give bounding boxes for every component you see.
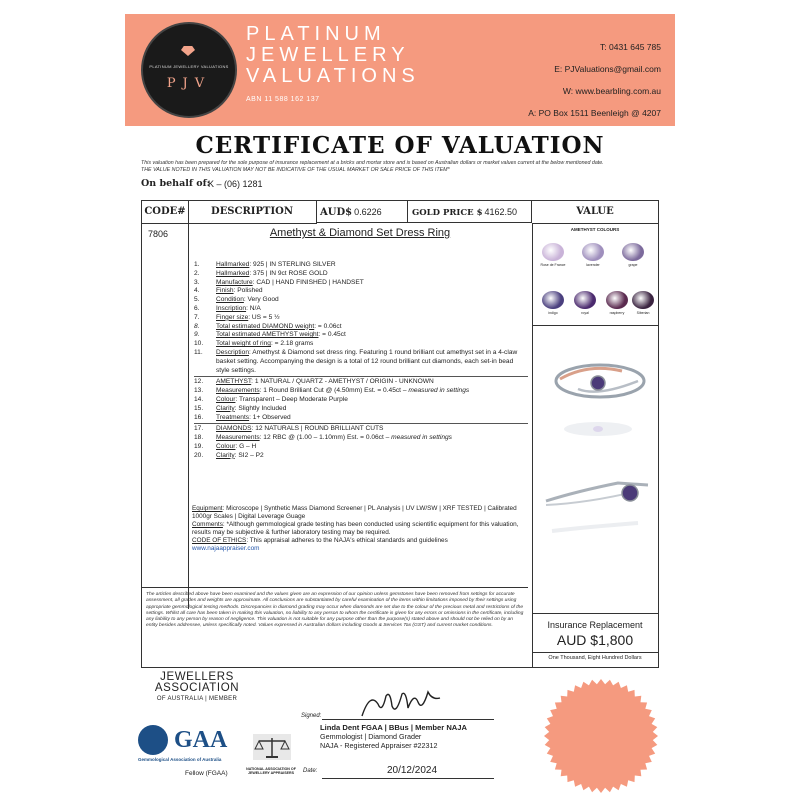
gem-label: lavender <box>586 263 600 267</box>
signer-registration: NAJA - Registered Appraiser #22312 <box>320 740 438 750</box>
item-number: 14. <box>194 395 204 403</box>
gaa-logo <box>138 725 238 765</box>
item-text: : = 0.06ct <box>314 322 342 330</box>
gem-swatch <box>606 291 628 309</box>
signer-name-text: Linda Dent FGAA | BBus | Member NAJA <box>320 723 467 732</box>
description-header: DESCRIPTION <box>188 201 317 224</box>
list-item <box>194 387 528 396</box>
gem-label: royal <box>581 311 589 315</box>
item-code: 7806 <box>148 229 169 239</box>
signer-block <box>320 724 467 750</box>
ring-photo-front <box>538 341 654 451</box>
item-label: DIAMONDS <box>216 425 252 433</box>
preface <box>141 160 661 174</box>
behalf-label: On behalf of: <box>141 178 211 189</box>
list-item <box>194 305 528 314</box>
item-text: : Very Good <box>243 296 279 304</box>
brand-line: JEWELLERY <box>246 44 410 66</box>
list-item <box>194 396 528 405</box>
brand-line: PLATINUM <box>246 23 386 45</box>
header-banner <box>125 14 675 126</box>
list-item <box>194 296 528 305</box>
item-text: : 1+ Observed <box>249 413 291 421</box>
signed-label: Signed: <box>301 713 322 719</box>
list-item <box>194 261 528 270</box>
item-label: Total weight of ring <box>216 340 271 348</box>
item-number: 2. <box>194 269 200 277</box>
ja-line3: OF AUSTRALIA | MEMBER <box>156 696 238 702</box>
certificate-title: CERTIFICATE OF VALUATION <box>195 132 605 159</box>
item-text: : Polished <box>233 287 263 295</box>
item-label: Hallmarked <box>216 261 250 268</box>
item-label: Condition <box>216 296 244 304</box>
list-item <box>194 270 528 279</box>
item-list <box>194 261 528 461</box>
item-label: Colour <box>216 395 236 403</box>
item-text: : Slightly Included <box>234 404 287 412</box>
jewellers-association-logo <box>142 672 252 705</box>
gold-value: 4162.50 <box>484 207 518 217</box>
item-text: : = 0.45ct <box>318 331 346 339</box>
item-label: Finish <box>216 287 234 295</box>
gaa-emblem-icon <box>138 725 168 755</box>
naja-text: NATIONAL ASSOCIATION OF JEWELLERY APPRAISERS <box>246 767 296 775</box>
list-item <box>194 378 528 387</box>
item-number: 6. <box>194 304 200 312</box>
ethics-line <box>192 537 530 545</box>
item-separator <box>194 376 528 377</box>
item-label: Measurements <box>216 387 260 395</box>
item-label: Inscription <box>216 304 247 312</box>
gem-label: Siberian <box>636 311 650 315</box>
list-item <box>194 425 528 434</box>
gold-header <box>408 201 532 223</box>
item-number: 17. <box>194 425 204 433</box>
item-number: 9. <box>194 331 200 339</box>
item-text: : N/A <box>246 304 261 312</box>
address: A: PO Box 1511 Beenleigh @ 4207 <box>528 108 661 118</box>
item-text: : 1 NATURAL / QUARTZ - AMETHYST / ORIGIN - UNKNOWN <box>251 378 434 386</box>
date-line <box>322 778 494 779</box>
list-item <box>194 279 528 288</box>
item-text: : = 2.18 grams <box>270 340 314 348</box>
ethics-label: CODE OF ETHICS <box>192 537 247 544</box>
amethyst-colours-chart <box>532 223 658 326</box>
item-note: measured in settings <box>391 434 452 442</box>
item-number: 20. <box>194 451 204 459</box>
date-label: Date: <box>303 768 318 774</box>
item-text: : Transparent – Deep Moderate Purple <box>235 395 348 403</box>
item-number: 16. <box>194 413 204 421</box>
aud-header <box>316 201 408 223</box>
item-text: : CAD | HAND FINISHED | HANDSET <box>252 278 364 286</box>
item-number: 11. <box>194 348 203 356</box>
seal-shape <box>544 679 658 793</box>
item-text: : G – H <box>235 442 257 450</box>
item-label: Manufacture <box>216 278 253 286</box>
insurance-value: AUD $1,800 <box>556 632 634 648</box>
pjv-logo <box>141 22 237 118</box>
item-number: 18. <box>194 434 204 442</box>
ring-photo-side <box>538 461 654 581</box>
seal-stamp <box>543 678 659 794</box>
phone: T: 0431 645 785 <box>600 42 661 52</box>
disclaimer: The articles described above have been examined and the values given are an expression of our opinion unless gemstones have been removed from settings for accurate assessment, all grades and weights are approximate. All conclusions are substantiated by careful examination of the items within limitations imposed by their settings using appropriate gemmological testing methods. Discrepancies in diamond grading may occur when diamonds are set due to the colour of the precious metal and restrictions of the settings. Whilst all care has been taken in making this valuation, no liability to any person to whom the certificate is given for any errors or omissions in the certificate, including any liability to any person by reason of negligence. This valuation is not suitable for any purpose other than the purpose(s) stated above and should not be relied on by an entity besides addressee, unless specifically noted. Values expressed in Australian dollars including Goods & Services Tax (GST) and current market conditions. <box>142 587 528 665</box>
item-number: 4. <box>194 287 200 295</box>
comments-label: Comments <box>192 521 223 528</box>
aud-label: AUD$ <box>320 207 353 218</box>
list-item <box>194 331 528 340</box>
item-text: : Amethyst & Diamond set dress ring. Featuring 1 round brilliant cut amethyst set in a 4-claw basket setting. Accompanying the design is a total of 12 round brilliant cut diamonds, each set-in bead style settings. <box>216 348 518 374</box>
comments-text: : *Although gemmological grade testing has been conducted using scientific equipment for this valuation, results may be subjective & further laboratory testing may be required. <box>192 521 519 536</box>
code-header: CODE# <box>142 201 189 224</box>
item-number: 5. <box>194 296 200 304</box>
date-value: 20/12/2024 <box>386 765 438 776</box>
list-item <box>194 414 528 423</box>
item-separator <box>194 423 528 424</box>
list-item <box>194 452 528 461</box>
item-label: Finger size <box>216 313 249 321</box>
item-text: : 1 Round Brilliant Cut @ (4.50mm) Est. = 0.45ct – <box>259 387 407 395</box>
gem-label: Rose de France <box>540 263 566 267</box>
list-item <box>194 314 528 323</box>
item-number: 13. <box>194 387 204 395</box>
item-text: : SI2 – P2 <box>234 451 264 459</box>
scales-icon <box>249 732 295 762</box>
ethics-text: : This appraisal adheres to the NAJA's ethical standards and guidelines <box>246 537 448 544</box>
gem-swatch <box>574 291 596 309</box>
logo-mark: PJV <box>166 76 212 91</box>
value-header: VALUE <box>532 201 658 224</box>
gem-label: grape <box>628 263 638 267</box>
valuation-table <box>141 200 659 668</box>
abn-number: ABN 11 588 162 137 <box>246 96 320 103</box>
equipment-text: : Microscope | Synthetic Mass Diamond Screener | PL Analysis | UV LW/SW | XRF TESTED | Calibrated 1000gr Scales | Digital Leverage Guage <box>192 505 517 520</box>
website[interactable]: W: www.bearbling.com.au <box>562 86 661 96</box>
amethyst-colours-title: AMETHYST COLOURS <box>570 227 620 232</box>
item-label: Clarity <box>216 451 235 459</box>
gaa-subtitle: Gemmological Association of Australia <box>138 757 222 762</box>
item-number: 19. <box>194 442 204 450</box>
gem-swatch <box>622 243 644 261</box>
item-text: : 925 | IN STERLING SILVER <box>249 261 336 268</box>
item-label: Description <box>216 348 249 356</box>
gem-swatch <box>632 291 654 309</box>
item-label: Total estimated DIAMOND weight <box>216 322 315 330</box>
email[interactable]: E: PJValuations@gmail.com <box>554 64 661 74</box>
item-label: Colour <box>216 442 236 450</box>
equipment-line <box>192 505 530 521</box>
item-title: Amethyst & Diamond Set Dress Ring <box>269 227 451 239</box>
list-item <box>194 434 528 443</box>
fellow-label: Fellow (FGAA) <box>185 770 228 777</box>
gem-swatch <box>542 243 564 261</box>
item-label: Treatments <box>216 413 250 421</box>
contact-block <box>528 36 661 124</box>
item-number: 1. <box>194 261 200 268</box>
item-text: : 375 | IN 9ct ROSE GOLD <box>249 269 328 277</box>
item-number: 10. <box>194 340 204 348</box>
aud-value: 0.6226 <box>354 207 382 217</box>
item-note: measured in settings <box>408 387 470 395</box>
list-item <box>194 323 528 332</box>
insurance-label: Insurance Replacement <box>547 620 643 630</box>
preface-note: THE VALUE NOTED IN THIS VALUATION MAY NOT BE INDICATIVE OF THE USUAL MARKET OR SALE PRICE OF THIS ITEM* <box>141 167 450 173</box>
brand-line: VALUATIONS <box>246 65 420 87</box>
gem-label: indigo <box>548 311 558 315</box>
gaa-text: GAA <box>174 727 228 753</box>
comments-line <box>192 521 530 537</box>
diamond-icon <box>181 46 195 56</box>
item-label: Clarity <box>216 404 235 412</box>
gem-swatch <box>582 243 604 261</box>
logo-small-text: PLATINUM JEWELLERY VALUATIONS <box>149 64 229 69</box>
item-number: 8. <box>194 322 200 330</box>
insurance-words: One Thousand, Eight Hundred Dollars <box>532 652 658 661</box>
signer-role: Gemmologist | Diamond Grader <box>320 731 422 741</box>
ja-line1: JEWELLERS <box>160 671 234 683</box>
item-label: Hallmarked <box>216 269 250 277</box>
behalf-value: K – (06) 1281 <box>208 179 263 189</box>
list-item <box>194 340 528 349</box>
item-text: : US = 5 ½ <box>248 313 280 321</box>
list-item <box>194 405 528 414</box>
list-item <box>194 287 528 296</box>
item-label: Measurements <box>216 434 260 442</box>
equipment-label: Equipment <box>192 505 223 512</box>
brand-name <box>246 24 420 87</box>
ja-line2: ASSOCIATION <box>154 682 240 694</box>
naja-link[interactable]: www.najaappraiser.com <box>192 545 260 552</box>
item-number: 3. <box>194 278 200 286</box>
item-text: : 12 RBC @ (1.00 – 1.10mm) Est. = 0.06ct – <box>259 434 390 442</box>
gold-label: GOLD PRICE $ <box>412 208 483 218</box>
item-number: 15. <box>194 404 204 412</box>
signature-line <box>322 719 494 720</box>
list-item <box>194 443 528 452</box>
preface-text: This valuation has been prepared for the sole purpose of insurance replacement at a bricks and mortar store and is based on Australian dollars or market values current at the below mentioned date. <box>141 160 604 166</box>
list-item <box>194 349 528 375</box>
gem-label: raspberry <box>609 311 625 315</box>
item-number: 12. <box>194 378 204 386</box>
item-label: AMETHYST <box>216 378 252 386</box>
gem-swatch <box>542 291 564 309</box>
item-number: 7. <box>194 313 200 321</box>
insurance-box <box>532 613 658 668</box>
item-text: : 12 NATURALS | ROUND BRILLIANT CUTS <box>251 425 384 433</box>
signature <box>356 686 446 722</box>
equipment-block <box>188 503 534 555</box>
item-label: Total estimated AMETHYST weight <box>216 331 319 339</box>
